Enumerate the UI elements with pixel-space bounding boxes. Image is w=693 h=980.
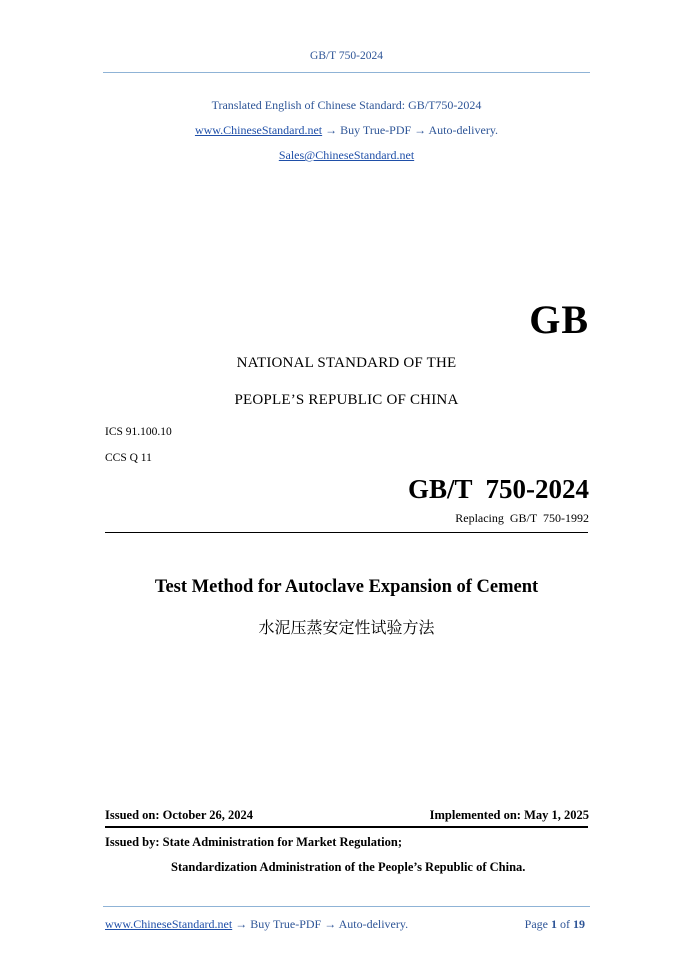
standard-number: GB/T 750-2024	[407, 474, 589, 504]
ccs-code: CCS Q 11	[105, 452, 152, 464]
bottom-rule	[105, 826, 588, 828]
sales-email-link[interactable]: Sales@ChineseStandard.net	[278, 148, 415, 162]
title-english: Test Method for Autoclave Expansion of Cement	[154, 577, 539, 597]
implemented-on: Implemented on: May 1, 2025	[429, 808, 589, 822]
ics-code: ICS 91.100.10	[105, 426, 172, 438]
issued-by-line2: Standardization Administration of the People’s Republic of China.	[171, 860, 526, 874]
replacing-note: Replacing GB/T 750-1992	[455, 511, 589, 525]
running-header: GB/T 750-2024	[310, 50, 383, 62]
issued-by-line1: Issued by: State Administration for Market Regulation;	[105, 835, 402, 849]
issued-on: Issued on: October 26, 2024	[105, 808, 254, 822]
page-label: Page	[524, 917, 548, 931]
email-line	[0, 148, 693, 163]
page-total: 19	[573, 917, 585, 931]
purchase-text: → Buy True-PDF → Auto-delivery.	[325, 123, 499, 137]
top-rule	[105, 532, 588, 533]
purchase-line	[0, 123, 693, 138]
site-link[interactable]: www.ChineseStandard.net	[194, 123, 323, 137]
national-standard-line2: PEOPLE’S REPUBLIC OF CHINA	[234, 392, 459, 408]
of-label: of	[560, 917, 570, 931]
translation-note: Translated English of Chinese Standard: GB/T750-2024	[211, 98, 482, 112]
footer-purchase-line	[105, 917, 408, 932]
gb-logo: GB	[529, 297, 589, 342]
footer-divider	[103, 906, 590, 907]
header-divider	[103, 72, 590, 73]
page-number: 1	[551, 917, 557, 931]
footer-purchase-text: → Buy True-PDF → Auto-delivery.	[232, 917, 409, 931]
national-standard-line1: NATIONAL STANDARD OF THE	[236, 355, 457, 371]
footer-site-link[interactable]: www.ChineseStandard.net	[105, 917, 233, 931]
title-chinese: 水泥压蒸安定性试验方法	[258, 618, 435, 637]
page-indicator	[525, 917, 585, 932]
